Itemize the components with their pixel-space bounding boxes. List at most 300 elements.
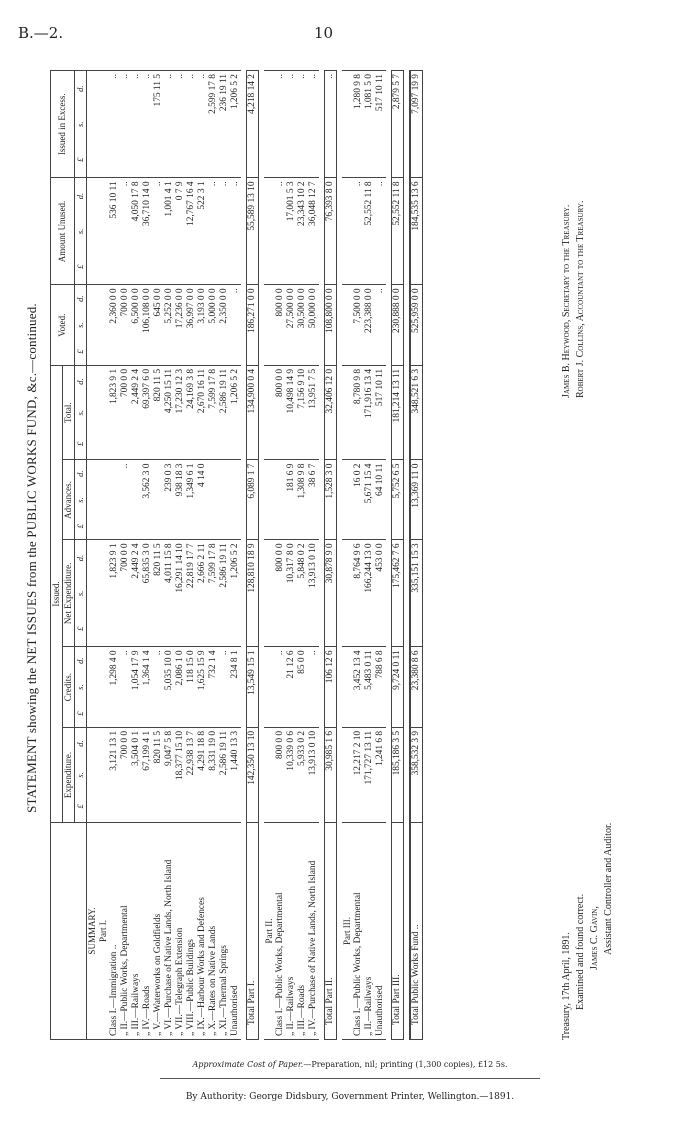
- cell-voted: 5,252 0 0: [164, 285, 175, 365]
- cell-unused: ..: [230, 178, 241, 285]
- lsd-unit: s.: [75, 684, 85, 690]
- cell-unused: 536 10 11: [109, 178, 120, 285]
- cell-total: 4,250 15 11: [164, 365, 175, 460]
- cell-unused: 52,552 11 8: [364, 178, 375, 285]
- row-label: „ II.—Railways: [286, 823, 297, 1040]
- row-label: „ VIII.—Public Buildings: [186, 823, 197, 1040]
- cell-excess: 1,280 9 8: [353, 71, 364, 178]
- cell-net: 30,878 9 0: [325, 540, 337, 647]
- lsd-unit: d.: [75, 85, 85, 92]
- footer-rule: [160, 1078, 540, 1079]
- cell-excess: 4,218 14 2: [247, 71, 259, 178]
- cell-voted: 223,388 0 0: [364, 285, 375, 365]
- empty-cell: [98, 460, 109, 540]
- part-1-row: [131, 71, 142, 1040]
- cell-voted: 17,236 0 0: [175, 285, 186, 365]
- cell-excess: 1,081 5 0: [364, 71, 375, 178]
- cell-excess: 236 19 11: [219, 71, 230, 178]
- row-label: „ II.—Railways: [364, 823, 375, 1040]
- cell-net: 10,317 8 0: [286, 540, 297, 647]
- statement-body: [87, 71, 423, 1040]
- part-1-row: [120, 71, 131, 1040]
- cell-net: 128,810 18 9: [247, 540, 259, 647]
- lsd-unit: £: [75, 804, 85, 809]
- cell-cred: 3,452 13 4: [353, 647, 364, 727]
- cell-cred: 732 1 4: [208, 647, 219, 727]
- cell-net: 2,449 2 4: [131, 540, 142, 647]
- empty-cell: [98, 285, 109, 365]
- cell-exp: 1,241 6 8: [375, 727, 386, 822]
- lsd-unit: d.: [75, 378, 85, 385]
- empty-cell: [264, 727, 275, 822]
- accountant-signature: Robert J. Collins, Accountant to the Treasury.: [575, 200, 586, 398]
- empty-cell: [87, 365, 99, 460]
- empty-cell: [342, 178, 353, 285]
- cell-cred: 5,035 10 0: [164, 647, 175, 727]
- cell-adv: 239 0 3: [164, 460, 175, 540]
- approx-cost-label: Approximate Cost of Paper.: [192, 1060, 304, 1069]
- cell-adv: 1,349 6 1: [186, 460, 197, 540]
- cell-adv: ..: [120, 460, 131, 540]
- cell-adv: 16 0 2: [353, 460, 364, 540]
- cell-adv: [275, 460, 286, 540]
- cell-exp: 2,586 19 11: [219, 727, 230, 822]
- cell-exp: 18,377 15 10: [175, 727, 186, 822]
- cell-exp: 700 0 0: [120, 727, 131, 822]
- empty-cell: [87, 460, 99, 540]
- section-heading: Part III.: [342, 823, 353, 1040]
- cell-voted: 525,959 0 0: [410, 285, 423, 365]
- lsd-units-cell: [75, 647, 87, 727]
- lsd-unit: d.: [75, 554, 85, 562]
- empty-cell: [98, 647, 109, 727]
- cell-unused: ..: [120, 178, 131, 285]
- lsd-unit: £: [75, 157, 85, 162]
- cell-unused: 0 7 9: [175, 178, 186, 285]
- cell-voted: 2,360 0 0: [109, 285, 120, 365]
- cell-unused: 36,710 14 0: [142, 178, 153, 285]
- cell-excess: ..: [164, 71, 175, 178]
- empty-cell: [342, 365, 353, 460]
- part-1-row: [186, 71, 197, 1040]
- lsd-unit: s.: [75, 590, 85, 597]
- cell-excess: 2,599 17 8: [208, 71, 219, 178]
- cell-adv: [109, 460, 120, 540]
- part-2-row: [286, 71, 297, 1040]
- cell-total: 1,823 9 1: [109, 365, 120, 460]
- cell-adv: 938 18 3: [175, 460, 186, 540]
- cell-net: 820 11 5: [153, 540, 164, 647]
- part-3-row: [353, 71, 364, 1040]
- empty-cell: [342, 71, 353, 178]
- part-2-row: [275, 71, 286, 1040]
- cell-voted: ..: [230, 285, 241, 365]
- cell-exp: 1,440 13 3: [230, 727, 241, 822]
- cell-total: 134,900 0 4: [247, 365, 259, 460]
- cell-net: 13,913 0 10: [308, 540, 319, 647]
- cell-adv: [131, 460, 142, 540]
- row-label: „ VII.—Telegraph Extension: [175, 823, 186, 1040]
- cell-excess: 517 10 11: [375, 71, 386, 178]
- examined-note: Examined and found correct.: [575, 893, 586, 1010]
- lsd-units-cell: [75, 178, 87, 285]
- cell-excess: ..: [308, 71, 319, 178]
- row-label: Total Public Works Fund ..: [410, 823, 423, 1040]
- cell-unused: ..: [275, 178, 286, 285]
- cell-exp: 185,186 3 5: [392, 727, 404, 822]
- lsd-units-cell: [75, 540, 87, 647]
- approximate-cost-note: [0, 1060, 700, 1069]
- empty-cell: [342, 460, 353, 540]
- part-1-row: [175, 71, 186, 1040]
- cell-voted: 108,800 0 0: [325, 285, 337, 365]
- empty-cell: [264, 285, 275, 365]
- cell-unused: 4,050 17 8: [131, 178, 142, 285]
- cell-excess: ..: [142, 71, 153, 178]
- cell-excess: ..: [186, 71, 197, 178]
- part-1-row: [197, 71, 208, 1040]
- cell-excess: 7,097 19 9: [410, 71, 423, 178]
- empty-cell: [264, 647, 275, 727]
- cell-net: 2,666 2 11: [197, 540, 208, 647]
- empty-cell: [342, 540, 353, 647]
- cell-total: 32,406 12 0: [325, 365, 337, 460]
- empty-cell: [264, 365, 275, 460]
- cell-total: 2,670 16 11: [197, 365, 208, 460]
- cell-adv: [230, 460, 241, 540]
- empty-cell: [264, 71, 275, 178]
- cell-total: 700 0 0: [120, 365, 131, 460]
- cell-total: 8,780 9 8: [353, 365, 364, 460]
- cell-total: 69,397 6 0: [142, 365, 153, 460]
- part-1-row: [153, 71, 164, 1040]
- lsd-unit: £: [75, 711, 85, 716]
- lsd-unit: £: [75, 349, 85, 354]
- cell-exp: 3,121 13 1: [109, 727, 120, 822]
- lsd-units-cell: [75, 285, 87, 365]
- cell-cred: 21 12 6: [286, 647, 297, 727]
- empty-cell: [87, 727, 99, 822]
- treasury-date: Treasury, 17th April, 1891.: [561, 932, 572, 1040]
- cell-voted: 50,000 0 0: [308, 285, 319, 365]
- cell-exp: 12,217 2 10: [353, 727, 364, 822]
- cell-cred: ..: [120, 647, 131, 727]
- cell-cred: ..: [275, 647, 286, 727]
- cell-adv: 1,528 3 0: [325, 460, 337, 540]
- part-1-row: [219, 71, 230, 1040]
- cell-cred: 5,483 0 11: [364, 647, 375, 727]
- cell-exp: 171,727 13 11: [364, 727, 375, 822]
- row-label: „ V.—Waterworks on Goldfields: [153, 823, 164, 1040]
- col-advances-head: Advances.: [63, 460, 75, 540]
- cell-unused: ..: [208, 178, 219, 285]
- row-label: Total Part III.: [392, 823, 404, 1040]
- section-heading: Part I.: [98, 823, 109, 1040]
- empty-cell: [98, 178, 109, 285]
- cell-cred: 1,364 1 4: [142, 647, 153, 727]
- cell-voted: 700 0 0: [120, 285, 131, 365]
- empty-cell: [98, 71, 109, 178]
- lsd-unit: s.: [75, 497, 85, 503]
- cell-voted: 5,000 0 0: [208, 285, 219, 365]
- cell-cred: 13,549 15 1: [247, 647, 259, 727]
- authority-line: By Authority: George Didsbury, Government Printer, Wellington.—1891.: [185, 1092, 515, 1102]
- part-1-row: [109, 71, 120, 1040]
- cell-exp: 358,532 3 9: [410, 727, 423, 822]
- approx-cost-text: —Preparation, nil; printing (1,300 copies), £12 5s.: [303, 1060, 508, 1069]
- cell-total: 348,521 6 3: [410, 365, 423, 460]
- empty-cell: [264, 460, 275, 540]
- lsd-units-cell: [75, 71, 87, 178]
- row-label: Total Part II.: [325, 823, 337, 1040]
- cell-exp: 67,199 4 1: [142, 727, 153, 822]
- part-1-row: [208, 71, 219, 1040]
- cell-total: 13,951 7 5: [308, 365, 319, 460]
- empty-cell: [98, 540, 109, 647]
- cell-exp: 800 0 0: [275, 727, 286, 822]
- row-label: Class I.—Immigration ..: [109, 823, 120, 1040]
- col-total-head: Total.: [63, 365, 75, 460]
- cell-total: 800 0 0: [275, 365, 286, 460]
- lsd-unit: s.: [75, 228, 85, 235]
- cell-exp: 22,938 13 7: [186, 727, 197, 822]
- cell-cred: 9,724 0 11: [392, 647, 404, 727]
- cell-unused: 76,393 8 0: [325, 178, 337, 285]
- col-net-head: Net Expenditure.: [63, 540, 75, 647]
- row-label: „ III.—Roads: [297, 823, 308, 1040]
- cell-excess: ..: [120, 71, 131, 178]
- cell-cred: ..: [308, 647, 319, 727]
- cell-unused: 52,552 11 8: [392, 178, 404, 285]
- cell-net: 8,764 9 6: [353, 540, 364, 647]
- lsd-unit: d.: [75, 470, 85, 477]
- lsd-unit: d.: [75, 192, 85, 200]
- lsd-unit: s.: [75, 121, 85, 127]
- cell-net: 166,244 13 0: [364, 540, 375, 647]
- cell-excess: ..: [197, 71, 208, 178]
- lsd-unit: £: [75, 626, 85, 631]
- row-label: Unauthorised: [375, 823, 386, 1040]
- cell-adv: 38 6 7: [308, 460, 319, 540]
- cell-unused: ..: [219, 178, 230, 285]
- cell-excess: ..: [297, 71, 308, 178]
- cell-total: 17,230 12 3: [175, 365, 186, 460]
- row-label: Unauthorised: [230, 823, 241, 1040]
- statement-title: STATEMENT showing the NET ISSUES from the PUBLIC WORKS FUND, &c.—continued.: [24, 303, 39, 813]
- cell-cred: ..: [219, 647, 230, 727]
- row-label: „ IV.—Roads: [142, 823, 153, 1040]
- cell-voted: 230,888 0 0: [392, 285, 404, 365]
- empty-cell: [87, 71, 99, 178]
- cell-voted: ..: [375, 285, 386, 365]
- cell-voted: 2,350 0 0: [219, 285, 230, 365]
- row-label: „ XI.—Thermal Springs: [219, 823, 230, 1040]
- cell-excess: 1,206 5 2: [230, 71, 241, 178]
- cell-net: 2,586 19 11: [219, 540, 230, 647]
- cell-excess: ..: [109, 71, 120, 178]
- lsd-unit: d.: [75, 740, 85, 747]
- cell-total: 181,214 13 11: [392, 365, 404, 460]
- cell-cred: 118 15 0: [186, 647, 197, 727]
- cell-voted: 7,500 0 0: [353, 285, 364, 365]
- cell-total: 24,169 3 8: [186, 365, 197, 460]
- col-unused-head: Amount Unused.: [51, 178, 75, 285]
- cell-adv: 181 6 9: [286, 460, 297, 540]
- empty-cell: [87, 540, 99, 647]
- cell-unused: 12,767 16 4: [186, 178, 197, 285]
- treasury-officials-block: [560, 201, 588, 398]
- part-2-total-row: [325, 71, 337, 1040]
- cell-exp: 30,985 1 6: [325, 727, 337, 822]
- row-label: „ IX.—Harbour Works and Defences: [197, 823, 208, 1040]
- cell-cred: 1,625 15 9: [197, 647, 208, 727]
- lsd-units-cell: [75, 460, 87, 540]
- cell-cred: 1,298 4 0: [109, 647, 120, 727]
- row-label: „ III.—Railways: [131, 823, 142, 1040]
- row-label: „ II.—Public Works, Departmental: [120, 823, 131, 1040]
- grand-total-row: [410, 71, 423, 1040]
- cell-exp: 10,339 0 6: [286, 727, 297, 822]
- cell-unused: ..: [375, 178, 386, 285]
- cell-exp: 8,331 19 0: [208, 727, 219, 822]
- cell-adv: 13,369 11 0: [410, 460, 423, 540]
- empty-cell: [98, 365, 109, 460]
- cell-adv: 64 10 11: [375, 460, 386, 540]
- lsd-unit: d.: [75, 657, 85, 664]
- empty-cell: [264, 178, 275, 285]
- cell-cred: 85 0 0: [297, 647, 308, 727]
- section-heading: Part II.: [264, 823, 275, 1040]
- cell-unused: 1,001 4 1: [164, 178, 175, 285]
- auditor-title: Assistant Controller and Auditor.: [603, 822, 614, 955]
- cell-unused: ..: [353, 178, 364, 285]
- cell-voted: 3,193 0 0: [197, 285, 208, 365]
- cell-adv: 6,089 1 7: [247, 460, 259, 540]
- row-label: Class I.—Public Works, Departmental: [275, 823, 286, 1040]
- cell-voted: 800 0 0: [275, 285, 286, 365]
- summary-heading-row: [87, 71, 99, 1040]
- cell-net: 7,599 17 8: [208, 540, 219, 647]
- cell-exp: 142,350 13 10: [247, 727, 259, 822]
- secretary-signature: James B. Heywood, Secretary to the Treasury.: [561, 204, 572, 398]
- statement-table: [50, 70, 423, 1040]
- cell-exp: 5,933 0 2: [297, 727, 308, 822]
- lsd-unit: £: [75, 264, 85, 269]
- cell-cred: 2,086 1 0: [175, 647, 186, 727]
- treasury-signature-block: [560, 823, 616, 1040]
- cell-voted: 645 0 0: [153, 285, 164, 365]
- row-label: Class I.—Public Works, Departmental: [353, 823, 364, 1040]
- lsd-unit: d.: [75, 295, 85, 302]
- cell-unused: 36,048 12 7: [308, 178, 319, 285]
- cell-exp: 4,291 18 8: [197, 727, 208, 822]
- cell-voted: 6,500 0 0: [131, 285, 142, 365]
- part-3-total-row: [392, 71, 404, 1040]
- row-label: „ X.—Rates on Native Lands: [208, 823, 219, 1040]
- cell-adv: 5,671 15 4: [364, 460, 375, 540]
- cell-excess: ..: [175, 71, 186, 178]
- cell-total: 10,498 14 9: [286, 365, 297, 460]
- lsd-unit: s.: [75, 772, 85, 778]
- lsd-unit: £: [75, 524, 85, 529]
- row-label: Total Part I.: [247, 823, 259, 1040]
- cell-cred: ..: [153, 647, 164, 727]
- cell-adv: [153, 460, 164, 540]
- part-1-row: [142, 71, 153, 1040]
- cell-net: 700 0 0: [120, 540, 131, 647]
- cell-exp: 13,913 0 10: [308, 727, 319, 822]
- cell-adv: 1,308 9 8: [297, 460, 308, 540]
- lsd-units-cell: [75, 727, 87, 822]
- cell-cred: 106 12 6: [325, 647, 337, 727]
- cell-excess: ..: [131, 71, 142, 178]
- part-2-row: [308, 71, 319, 1040]
- cell-net: 335,151 15 3: [410, 540, 423, 647]
- part-1-heading-row: [98, 71, 109, 1040]
- cell-total: 171,916 13 4: [364, 365, 375, 460]
- part-1-row: [230, 71, 241, 1040]
- cell-net: 453 0 0: [375, 540, 386, 647]
- cell-net: 1,823 9 1: [109, 540, 120, 647]
- col-summary-head: [51, 823, 87, 1040]
- cell-excess: 175 11 5: [153, 71, 164, 178]
- cell-adv: [219, 460, 230, 540]
- cell-unused: 184,535 13 6: [410, 178, 423, 285]
- part-2-row: [297, 71, 308, 1040]
- part-1-row: [164, 71, 175, 1040]
- cell-exp: 9,047 5 8: [164, 727, 175, 822]
- cell-adv: 5,752 6 5: [392, 460, 404, 540]
- cell-unused: ..: [153, 178, 164, 285]
- cell-excess: ..: [275, 71, 286, 178]
- cell-unused: 522 3 1: [197, 178, 208, 285]
- cell-exp: 3,504 0 1: [131, 727, 142, 822]
- cell-net: 175,462 7 6: [392, 540, 404, 647]
- cell-voted: 186,271 0 0: [247, 285, 259, 365]
- cell-cred: 23,380 8 6: [410, 647, 423, 727]
- cell-voted: 27,500 0 0: [286, 285, 297, 365]
- cell-net: 800 0 0: [275, 540, 286, 647]
- cell-cred: 234 8 1: [230, 647, 241, 727]
- cell-unused: 23,343 10 2: [297, 178, 308, 285]
- cell-excess: 2,879 5 7: [392, 71, 404, 178]
- page-number: 10: [314, 24, 334, 42]
- part-3-row: [375, 71, 386, 1040]
- rotated-statement: [20, 58, 620, 1058]
- empty-cell: [87, 285, 99, 365]
- cell-total: 517 10 11: [375, 365, 386, 460]
- cell-unused: 55,589 13 10: [247, 178, 259, 285]
- cell-adv: 3,562 3 0: [142, 460, 153, 540]
- cell-total: 2,586 19 11: [219, 365, 230, 460]
- col-excess-head: Issued in Excess.: [51, 71, 75, 178]
- cell-excess: ..: [286, 71, 297, 178]
- empty-cell: [342, 285, 353, 365]
- auditor-name: James C. Gavin,: [589, 906, 600, 970]
- cell-total: 1,206 5 2: [230, 365, 241, 460]
- part-2-heading-row: [264, 71, 275, 1040]
- lsd-unit: £: [75, 441, 85, 447]
- cell-net: 22,819 17 7: [186, 540, 197, 647]
- cell-adv: [208, 460, 219, 540]
- empty-cell: [264, 540, 275, 647]
- cell-net: 5,848 0 2: [297, 540, 308, 647]
- col-voted-head: Voted.: [51, 285, 75, 365]
- cell-excess: ..: [325, 71, 337, 178]
- document-reference: B.—2.: [18, 24, 64, 42]
- cell-cred: 788 6 8: [375, 647, 386, 727]
- cell-net: 1,206 5 2: [230, 540, 241, 647]
